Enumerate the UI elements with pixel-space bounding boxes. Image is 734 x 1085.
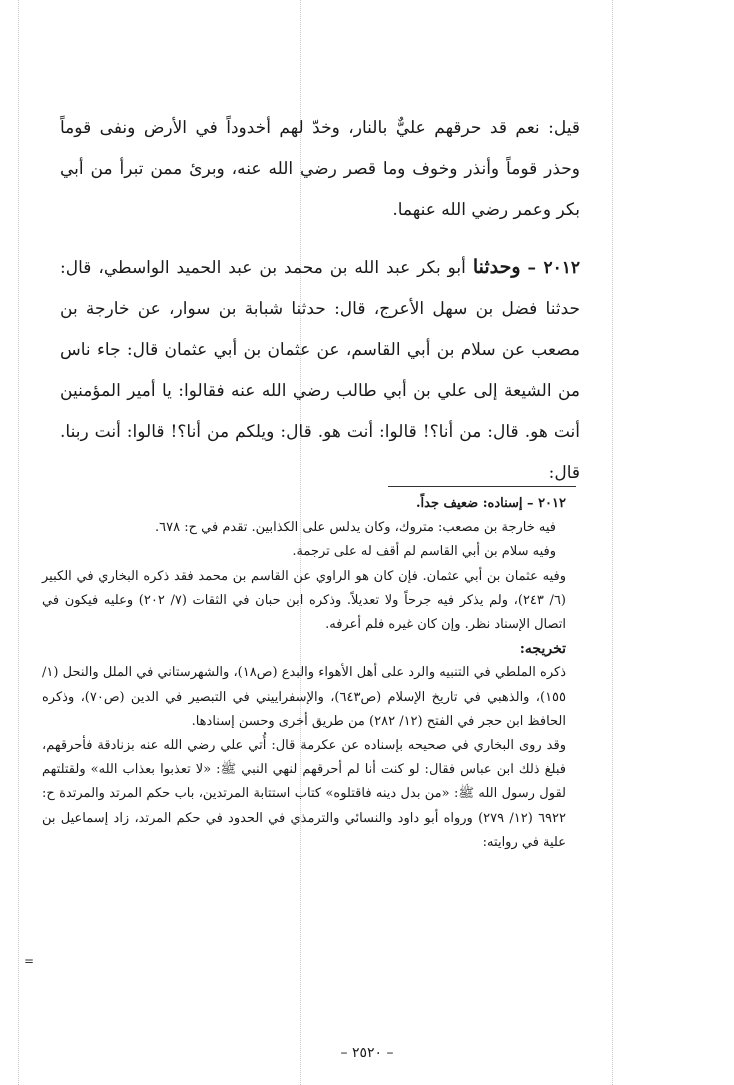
footnote-line: وفيه سلام بن أبي القاسم لم أقف له على ترجمة. [292,544,556,560]
takhrij-heading: تخريجه: [519,641,566,658]
hadith-paragraph [60,247,580,494]
hadith-keyword: وحدثنا [472,256,521,278]
scan-artifact-line [612,0,613,1085]
isnad-heading: ٢٠١٢ – إسناده: ضعيف جداً. [415,496,566,511]
footnote-line: وقد روى البخاري في صحيحه بإسناده عن عكرمة قال: أُتي علي رضي الله عنه بزنادقة فأحرقهم، فبلغ ذلك ابن عباس فقال: لو كنت أنا لم أحرقهم لنهي النبي ﷺ: «لا تعذبوا بعذاب الله» ولقتلتهم لقول رسول الله ﷺ: «من بدل دينه فاقتلوه» كتاب استتابة المرتدين، باب حكم المرتد والمرتدة ح: ٦٩٢٢ (١٢/ ٢٧٩) ورواه أبو داود والنسائي والترمذي في الحدود في حكم المرتد، زاد إسماعيل بن علية في روايته: [42,738,566,850]
footnote-line: ذكره الملطي في التنبيه والرد على أهل الأهواء والبدع (ص١٨)، والشهرستاني في الملل والنحل (١/ ١٥٥)، والذهبي في تاريخ الإسلام (ص٦٤٣)، والإسفراييني في التبصير في الدين (ص٧٠)، وذكره الحافظ ابن حجر في الفتح (١٢/ ٢٨٢) من طريق أخرى وحسن إسنادها. [42,665,567,729]
footnote-separator [388,486,576,487]
body-paragraph: قيل: نعم قد حرقهم عليٌّ بالنار، وخدّ لهم أخدوداً في الأرض ونفى قوماً وحذر قوماً وأنذر وخوف وما قصر رضي الله عنه، وبرئ ممن تبرأ من أبي بكر وعمر رضي الله عنهما. [60,118,580,220]
footnotes [42,492,566,855]
page-number: – ٢٥٢٠ – [340,1045,394,1061]
continuation-mark: = [24,954,35,968]
hadith-text: أبو بكر عبد الله بن محمد بن عبد الحميد الواسطي، قال: حدثنا فضل بن سهل الأعرج، قال: حدثنا شبابة بن سوار، عن خارجة بن مصعب عن سلام بن أبي القاسم، عن عثمان بن أبي عثمان قال: جاء ناس من الشيعة إلى علي بن أبي طالب رضي الله عنه فقالوا: يا أمير المؤمنين أنت هو. قال: من أنا؟! قالوا: أنت هو. قال: ويلكم من أنا؟! قالوا: أنت ربنا. قال: [60,258,580,483]
main-text [60,108,580,494]
footnote-line: فيه خارجة بن مصعب: متروك، وكان يدلس على الكذابين. تقدم في ح: ٦٧٨. [155,520,556,536]
footnote-line: وفيه عثمان بن أبي عثمان. فإن كان هو الراوي عن القاسم بن محمد فقد ذكره البخاري في الكبير (٦/ ٢٤٣)، ولم يذكر فيه جرحاً ولا تعديلاً. وذكره ابن حبان في الثقات (٧/ ٢٠٢) وعليه فيكون في اتصال الإسناد نظر. وإن كان غيره فلم أعرفه. [42,568,566,633]
scan-artifact-line [18,0,19,1085]
hadith-number: ٢٠١٢ – [527,258,580,278]
